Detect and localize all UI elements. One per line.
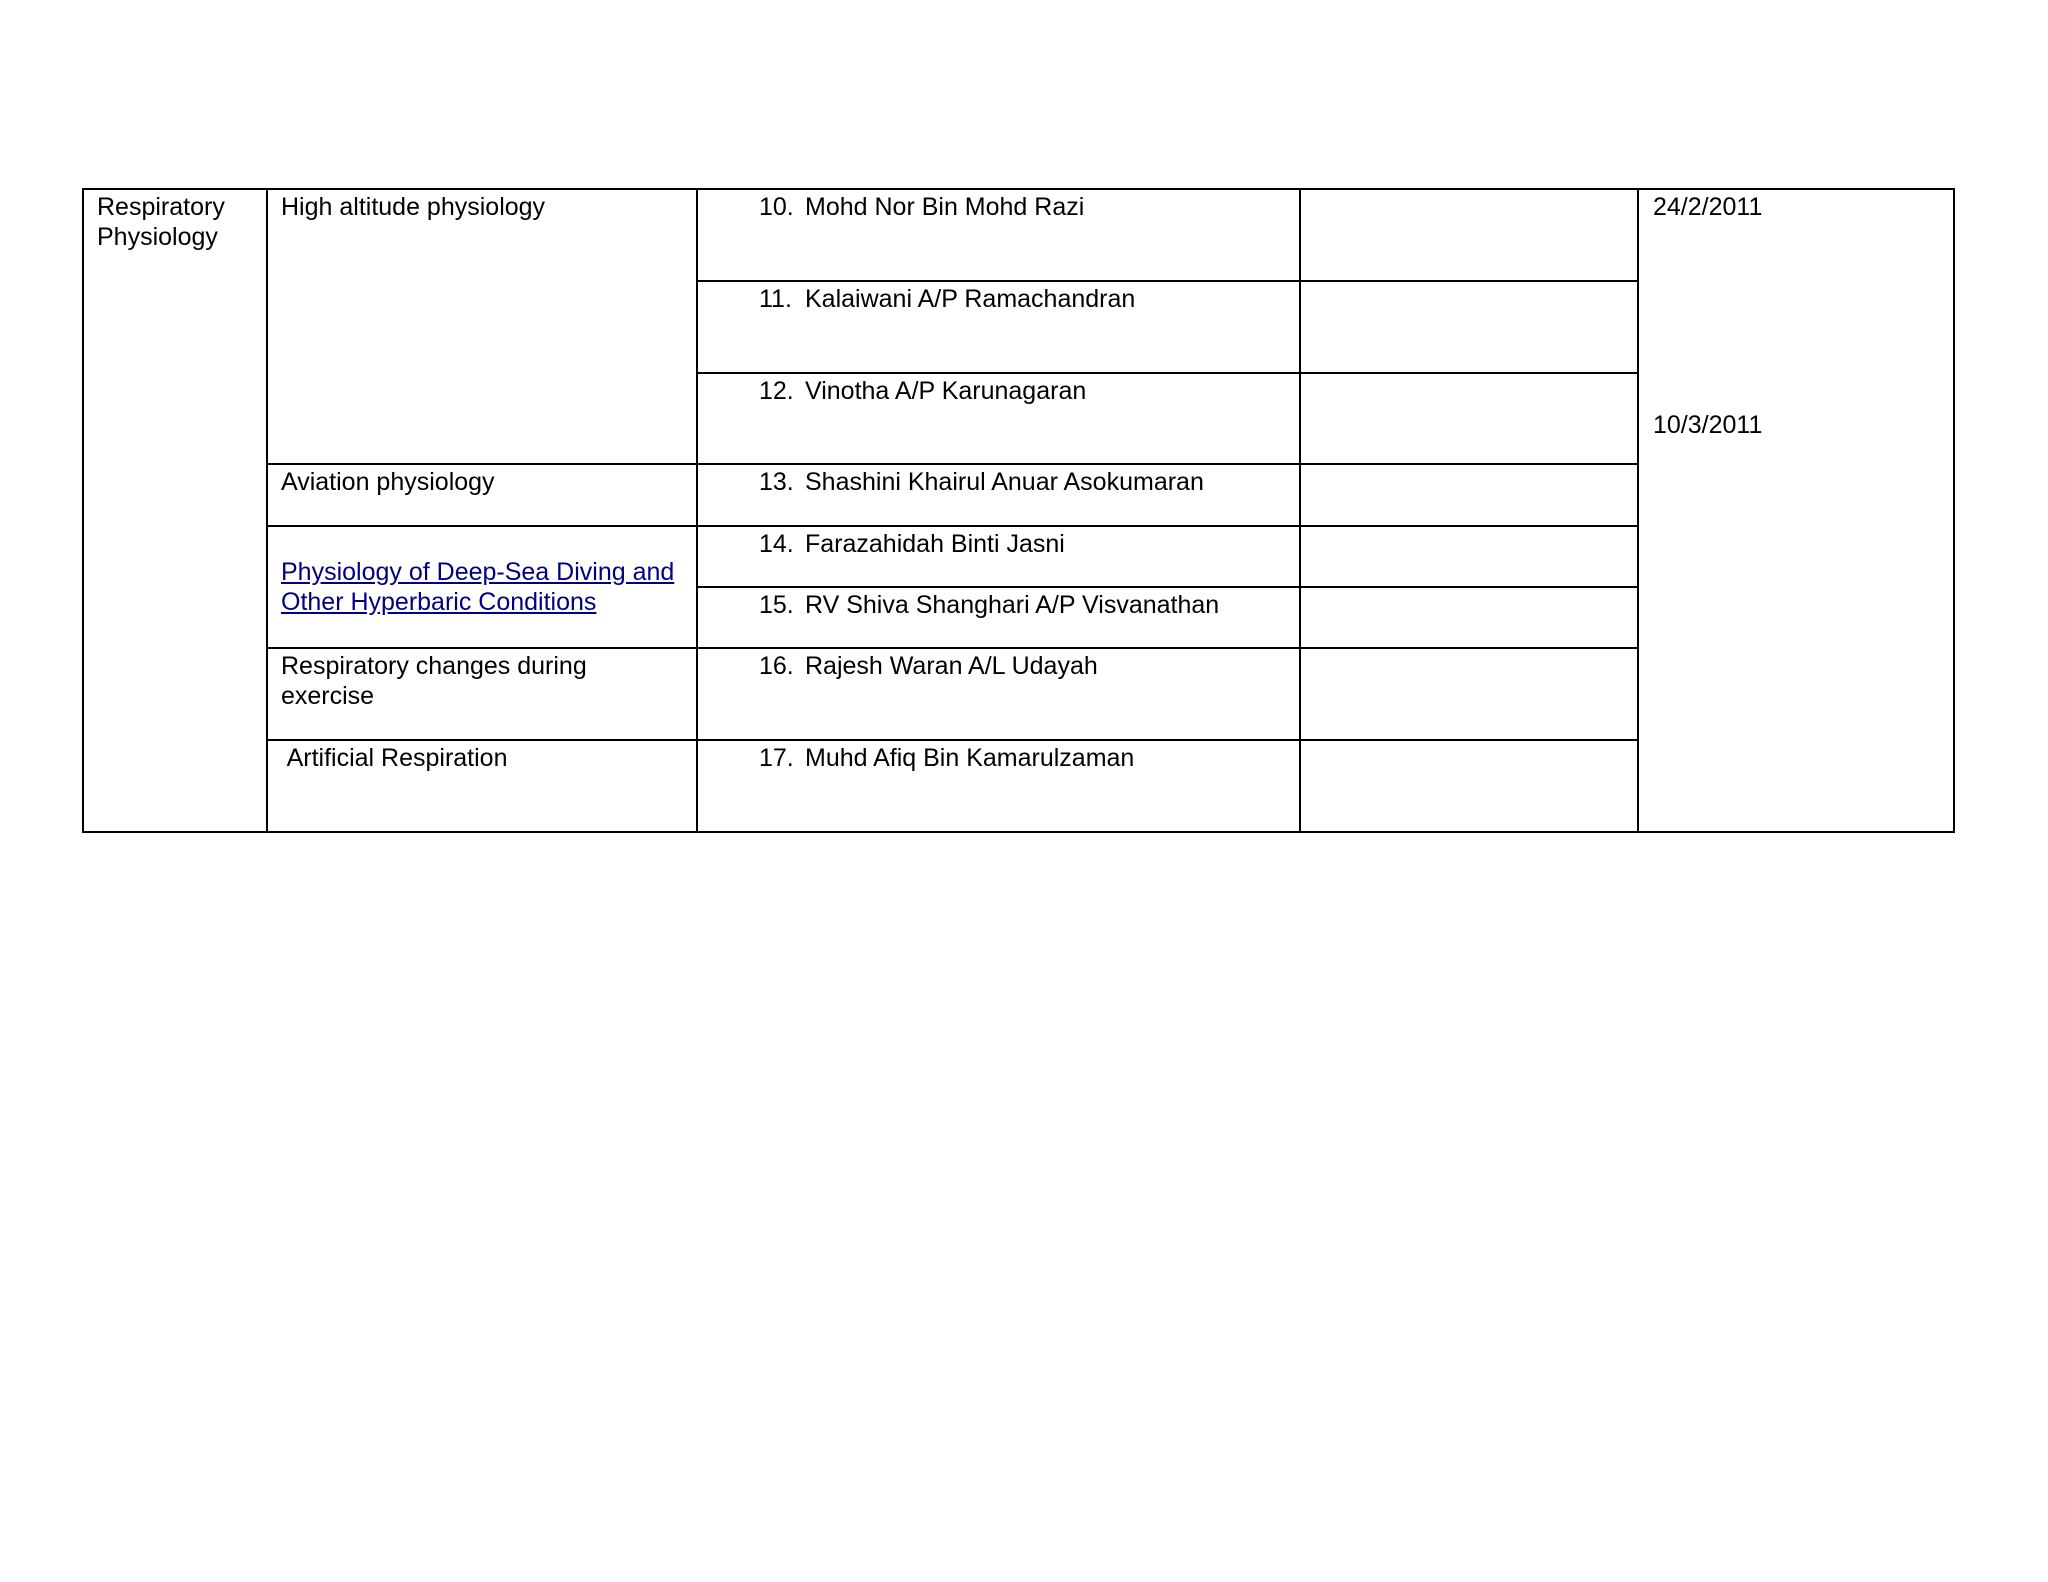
student-cell <box>697 464 1300 526</box>
topic-label: Artificial Respiration <box>281 744 508 772</box>
student-cell <box>697 740 1300 832</box>
student-number: 11. <box>759 285 792 313</box>
student-cell <box>697 526 1300 587</box>
blank-cell <box>1300 189 1638 281</box>
student-cell <box>697 587 1300 648</box>
student-cell <box>697 648 1300 740</box>
student-number: 10. <box>759 193 794 221</box>
student-number: 15. <box>759 591 794 619</box>
student-number: 16. <box>759 652 794 680</box>
student-cell <box>697 281 1300 373</box>
blank-cell <box>1300 526 1638 587</box>
student-cell <box>697 373 1300 464</box>
student-number: 13. <box>759 468 794 496</box>
topic-cell <box>267 648 697 740</box>
student-cell <box>697 189 1300 281</box>
student-name: Rajesh Waran A/L Udayah <box>805 652 1098 680</box>
student-name: Vinotha A/P Karunagaran <box>805 377 1087 405</box>
blank-cell <box>1300 587 1638 648</box>
date-first: 24/2/2011 <box>1653 193 1763 221</box>
student-number: 12. <box>759 377 794 405</box>
topic-link[interactable]: Physiology of Deep-Sea Diving and Other Hyperbaric Conditions <box>281 558 675 616</box>
blank-cell <box>1300 464 1638 526</box>
student-number: 14. <box>759 530 794 558</box>
schedule-table <box>82 188 1955 833</box>
student-name: RV Shiva Shanghari A/P Visvanathan <box>805 591 1220 619</box>
date-cell <box>1638 189 1954 832</box>
blank-cell <box>1300 281 1638 373</box>
student-name: Kalaiwani A/P Ramachandran <box>805 285 1136 313</box>
subject-label: Respiratory Physiology <box>97 193 225 251</box>
student-number: 17. <box>759 744 794 772</box>
topic-label: Respiratory changes during exercise <box>281 652 587 710</box>
date-second: 10/3/2011 <box>1653 411 1763 439</box>
blank-cell <box>1300 740 1638 832</box>
topic-label: High altitude physiology <box>281 193 546 221</box>
topic-cell <box>267 740 697 832</box>
student-name: Muhd Afiq Bin Kamarulzaman <box>805 744 1135 772</box>
subject-cell <box>83 189 267 832</box>
student-name: Mohd Nor Bin Mohd Razi <box>805 193 1085 221</box>
topic-label: Aviation physiology <box>281 468 495 496</box>
topic-cell <box>267 464 697 526</box>
student-name: Farazahidah Binti Jasni <box>805 530 1065 558</box>
student-name: Shashini Khairul Anuar Asokumaran <box>805 468 1204 496</box>
topic-cell <box>267 189 697 464</box>
blank-cell <box>1300 373 1638 464</box>
blank-cell <box>1300 648 1638 740</box>
table-row <box>83 189 1954 281</box>
topic-cell <box>267 526 697 648</box>
